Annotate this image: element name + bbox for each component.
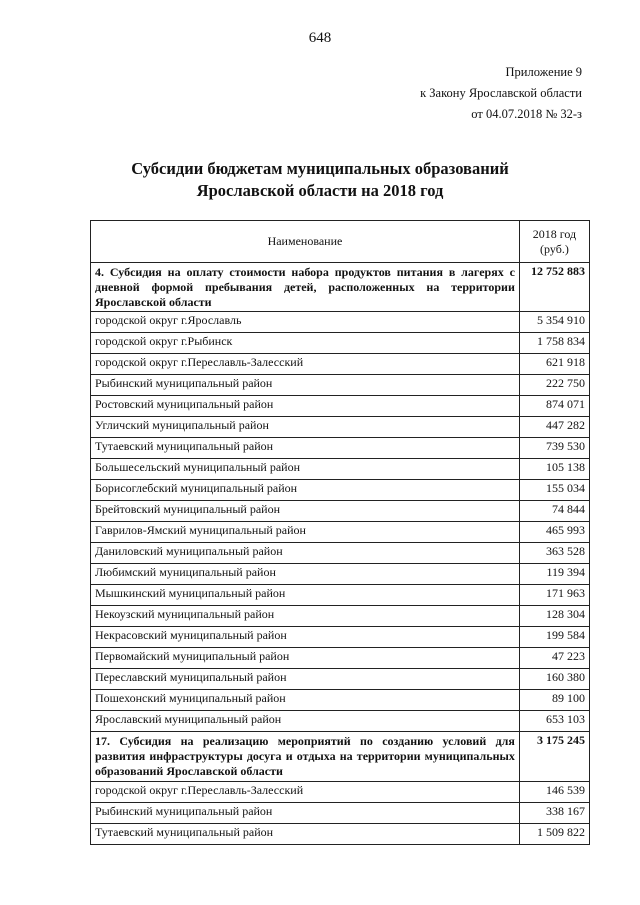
municipality-name: Борисоглебский муниципальный район — [91, 480, 520, 501]
table-row — [91, 803, 590, 824]
subsidy-amount: 74 844 — [519, 501, 589, 522]
subsidy-amount: 447 282 — [519, 417, 589, 438]
document-title — [0, 158, 640, 202]
subsidy-amount: 171 963 — [519, 585, 589, 606]
table-row — [91, 417, 590, 438]
header-year-label: 2018 год — [532, 226, 577, 241]
municipality-name: Гаврилов-Ямский муниципальный район — [91, 522, 520, 543]
municipality-name: Первомайский муниципальный район — [91, 648, 520, 669]
table-row — [91, 627, 590, 648]
subsidy-amount: 363 528 — [519, 543, 589, 564]
annex-line-2: к Закону Ярославской области — [420, 86, 582, 100]
subsidy-amount: 338 167 — [519, 803, 589, 824]
section-row — [91, 263, 590, 312]
page-number: 648 — [308, 30, 332, 46]
table-row — [91, 564, 590, 585]
municipality-name: городской округ г.Рыбинск — [91, 333, 520, 354]
subsidy-amount: 89 100 — [519, 690, 589, 711]
table-row — [91, 648, 590, 669]
subsidy-amount: 874 071 — [519, 396, 589, 417]
subsidy-amount: 1 509 822 — [519, 824, 589, 845]
municipality-name: Некрасовский муниципальный район — [91, 627, 520, 648]
section-title: 4. Субсидия на оплату стоимости набора продуктов питания в лагерях с дневной формой пребывания детей, расположенных на территории Ярославской области — [91, 263, 520, 312]
municipality-name: Даниловский муниципальный район — [91, 543, 520, 564]
municipality-name: Некоузский муниципальный район — [91, 606, 520, 627]
table-row — [91, 333, 590, 354]
table-row — [91, 690, 590, 711]
subsidy-amount: 739 530 — [519, 438, 589, 459]
table-row — [91, 543, 590, 564]
subsidy-amount: 5 354 910 — [519, 312, 589, 333]
section-total: 3 175 245 — [519, 732, 589, 782]
table-row — [91, 711, 590, 732]
header-name: Наименование — [91, 221, 520, 263]
municipality-name: Рыбинский муниципальный район — [91, 375, 520, 396]
subsidy-amount: 155 034 — [519, 480, 589, 501]
municipality-name: городской округ г.Переславль-Залесский — [91, 354, 520, 375]
annex-line-3: от 04.07.2018 № 32-з — [471, 107, 582, 121]
table-row — [91, 375, 590, 396]
subsidy-amount: 653 103 — [519, 711, 589, 732]
table-header-row — [91, 221, 590, 263]
table-row — [91, 501, 590, 522]
municipality-name: городской округ г.Ярославль — [91, 312, 520, 333]
subsidy-amount: 160 380 — [519, 669, 589, 690]
municipality-name: Мышкинский муниципальный район — [91, 585, 520, 606]
subsidy-amount: 199 584 — [519, 627, 589, 648]
municipality-name: Переславский муниципальный район — [91, 669, 520, 690]
table-row — [91, 824, 590, 845]
table-row — [91, 480, 590, 501]
section-title: 17. Субсидия на реализацию мероприятий по созданию условий для развития инфраструктуры досуга и отдыха на территории муниципальных образований Ярославской области — [91, 732, 520, 782]
header-unit-label: (руб.) — [540, 241, 569, 256]
title-line-1: Субсидии бюджетам муниципальных образований — [131, 159, 509, 178]
subsidy-amount: 222 750 — [519, 375, 589, 396]
header-year — [519, 221, 589, 263]
title-line-2: Ярославской области на 2018 год — [196, 181, 444, 200]
subsidy-amount: 1 758 834 — [519, 333, 589, 354]
section-total: 12 752 883 — [519, 263, 589, 312]
table-body — [91, 263, 590, 845]
subsidy-amount: 119 394 — [519, 564, 589, 585]
table-row — [91, 438, 590, 459]
subsidy-amount: 621 918 — [519, 354, 589, 375]
subsidy-amount: 465 993 — [519, 522, 589, 543]
subsidy-amount: 128 304 — [519, 606, 589, 627]
table-row — [91, 585, 590, 606]
table-row — [91, 782, 590, 803]
subsidy-amount: 146 539 — [519, 782, 589, 803]
table-row — [91, 354, 590, 375]
table-row — [91, 396, 590, 417]
municipality-name: Брейтовский муниципальный район — [91, 501, 520, 522]
section-row — [91, 732, 590, 782]
subsidy-table — [90, 220, 590, 845]
municipality-name: Большесельский муниципальный район — [91, 459, 520, 480]
municipality-name: Любимский муниципальный район — [91, 564, 520, 585]
municipality-name: Пошехонский муниципальный район — [91, 690, 520, 711]
municipality-name: Угличский муниципальный район — [91, 417, 520, 438]
table-row — [91, 669, 590, 690]
municipality-name: Рыбинский муниципальный район — [91, 803, 520, 824]
municipality-name: Тутаевский муниципальный район — [91, 824, 520, 845]
subsidy-amount: 47 223 — [519, 648, 589, 669]
municipality-name: Тутаевский муниципальный район — [91, 438, 520, 459]
table-row — [91, 459, 590, 480]
municipality-name: Ростовский муниципальный район — [91, 396, 520, 417]
annex-reference — [420, 62, 582, 125]
municipality-name: городской округ г.Переславль-Залесский — [91, 782, 520, 803]
subsidy-amount: 105 138 — [519, 459, 589, 480]
table-row — [91, 606, 590, 627]
table-row — [91, 522, 590, 543]
municipality-name: Ярославский муниципальный район — [91, 711, 520, 732]
annex-line-1: Приложение 9 — [505, 65, 582, 79]
table-row — [91, 312, 590, 333]
